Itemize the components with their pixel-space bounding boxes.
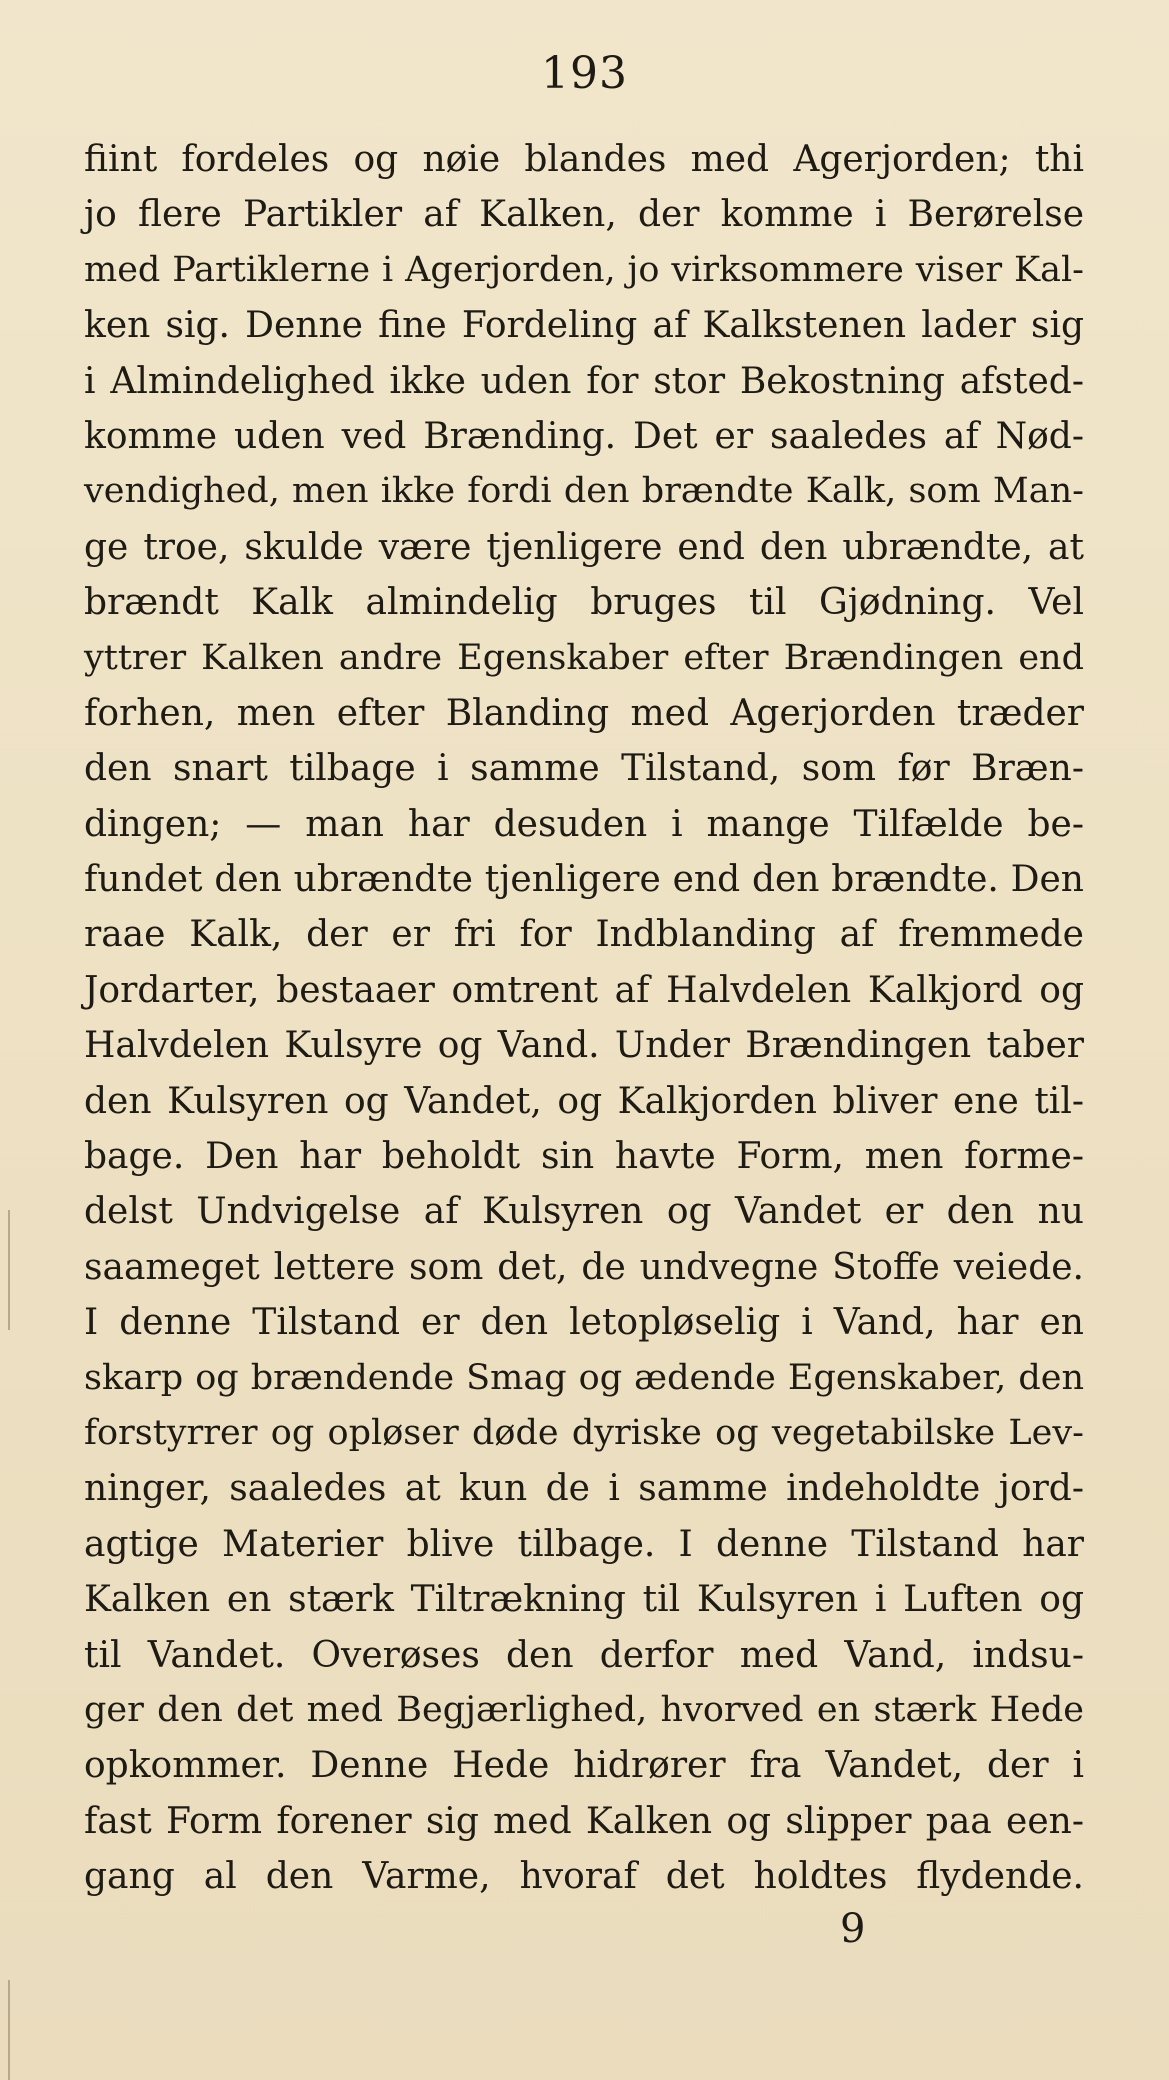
text-line: Halvdelen Kulsyre og Vand. Under Brændingen taber <box>84 1025 1084 1067</box>
text-line: agtige Materier blive tilbage. I denne Tilstand har <box>84 1523 1084 1565</box>
text-line: Jordarter, bestaaer omtrent af Halvdelen Kalkjord og <box>84 969 1084 1011</box>
page-edge-mark <box>8 1980 10 2080</box>
text-line: den snart tilbage i samme Tilstand, som før Bræn- <box>84 748 1084 790</box>
text-line: forstyrrer og opløser døde dyriske og vegetabilske Lev- <box>84 1412 1084 1453</box>
text-line: med Partiklerne i Agerjorden, jo virksommere viser Kal- <box>84 249 1084 290</box>
page-edge-mark <box>8 1210 10 1330</box>
text-line: I denne Tilstand er den letopløselig i Vand, har en <box>84 1302 1084 1344</box>
text-line: brændt Kalk almindelig bruges til Gjødning. Vel <box>84 582 1084 624</box>
text-line: opkommer. Denne Hede hidrører fra Vandet, der i <box>84 1745 1084 1787</box>
text-line: saameget lettere som det, de undvegne Stoffe veiede. <box>84 1246 1084 1288</box>
text-line: bage. Den har beholdt sin havte Form, men forme- <box>84 1136 1084 1178</box>
text-line: yttrer Kalken andre Egenskaber efter Brændingen end <box>84 637 1084 678</box>
body-text <box>84 132 1084 1905</box>
text-line: vendighed, men ikke fordi den brændte Kalk, som Man- <box>84 471 1084 512</box>
text-line: jo flere Partikler af Kalken, der komme i Berørelse <box>84 194 1084 236</box>
text-line: ge troe, skulde være tjenligere end den ubrændte, at <box>84 526 1084 568</box>
text-line: ninger, saaledes at kun de i samme indeholdte jord- <box>84 1468 1084 1510</box>
text-line: til Vandet. Overøses den derfor med Vand, indsu- <box>84 1634 1084 1676</box>
text-line: forhen, men efter Blanding med Agerjorden træder <box>84 692 1084 734</box>
text-line: den Kulsyren og Vandet, og Kalkjorden bliver ene til- <box>84 1080 1084 1122</box>
page-number: 193 <box>541 48 628 99</box>
text-line: Kalken en stærk Tiltrækning til Kulsyren i Luften og <box>84 1579 1084 1621</box>
text-line: fast Form forener sig med Kalken og slipper paa een- <box>84 1800 1084 1842</box>
signature-mark: 9 <box>840 1906 866 1952</box>
text-line: i Almindelighed ikke uden for stor Bekostning afsted- <box>84 360 1084 402</box>
text-line: fundet den ubrændte tjenligere end den brændte. Den <box>84 859 1084 901</box>
text-line: skarp og brændende Smag og ædende Egenskaber, den <box>84 1357 1084 1398</box>
text-line: raae Kalk, der er fri for Indblanding af fremmede <box>84 914 1084 956</box>
text-line: gang al den Varme, hvoraf det holdtes flydende. <box>84 1856 1084 1898</box>
text-line: delst Undvigelse af Kulsyren og Vandet er den nu <box>84 1191 1084 1233</box>
text-line: ger den det med Begjærlighed, hvorved en stærk Hede <box>84 1689 1084 1730</box>
text-line: ken sig. Denne fine Fordeling af Kalkstenen lader sig <box>84 305 1084 347</box>
text-line: komme uden ved Brænding. Det er saaledes af Nød- <box>84 415 1084 457</box>
text-line: fiint fordeles og nøie blandes med Agerjorden; thi <box>84 139 1084 180</box>
text-line: dingen; — man har desuden i mange Tilfælde be- <box>84 803 1084 845</box>
